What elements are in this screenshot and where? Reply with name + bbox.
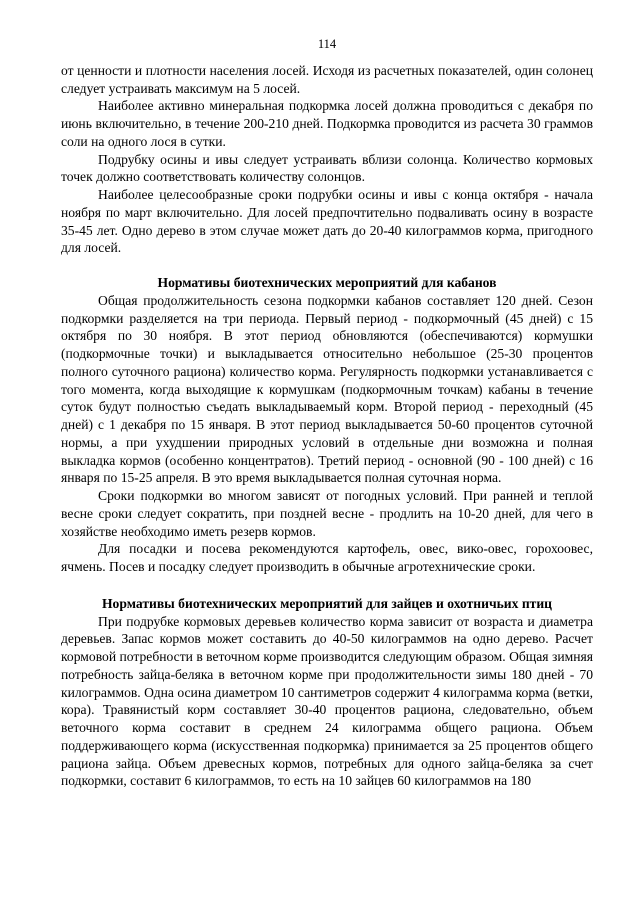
paragraph: Наиболее целесообразные сроки подрубки осины и ивы с конца октября - начала ноября по март включительно. Для лосей предпочтительно подваливать осину в возрасте 35-45 лет. Одно дерево в этом случае может дать до 20-40 килограммов корма, пригодного для лосей.: [61, 187, 593, 256]
paragraph: Общая продолжительность сезона подкормки кабанов составляет 120 дней. Сезон подкормки разделяется на три периода. Первый период - подкормочный (45 дней) с 15 октября по 30 ноября. В этот период обновляются (обеспечиваются) кормушки (подкормочные точки) и выкладывается относительно небольшое (25-30 процентов полного суточного рациона) количество корма. Регулярность подкормки устанавливается с того момента, когда выходящие к кормушкам (подкормочным точкам) кабаны в течение суток будут полностью съедать выкладываемый корм. Второй период - переходный (45 дней) с 1 декабря по 15 января. В этот период выкладывается 50-60 процентов суточной нормы, а при ухудшении природных условий в отдельные дни возможна и полная выкладка кормов (особенно концентратов). Третий период - основной (90 - 100 дней) с 16 января по 15-25 апреля. В это время выкладывается полная суточная норма.: [61, 292, 593, 486]
section-boar: [61, 274, 593, 576]
paragraph: Сроки подкормки во многом зависят от погодных условий. При ранней и теплой весне сроки следует сократить, при поздней весне - продлить на 10-20 дней, для чего в хозяйстве необходимо иметь резерв кормов.: [61, 488, 593, 539]
section-spacer: [61, 576, 593, 595]
page-number: 114: [317, 37, 337, 51]
paragraph: от ценности и плотности населения лосей. Исходя из расчетных показателей, один солонец следует устраивать максимум на 5 лосей.: [61, 62, 593, 96]
section-heading: Нормативы биотехнических мероприятий для кабанов: [157, 275, 497, 290]
document-page: [61, 36, 593, 790]
paragraph: Для посадки и посева рекомендуются картофель, овес, вико-овес, горохоовес, ячмень. Посев и посадку следует производить в обычные агротехнические сроки.: [61, 541, 593, 574]
paragraph: При подрубке кормовых деревьев количество корма зависит от возраста и диаметра деревьев. Запас кормов может составить до 40-50 килограммов на одно дерево. Расчет кормовой потребности в веточном корме производится следующим образом. Общая зимняя потребность зайца-беляка в веточном корме при продолжительности зимы 180 дней - 70 килограммов. Одна осина диаметром 10 сантиметров содержит 4 килограмма корма (ветки, кора). Травянистый корм составляет 30-40 процентов рациона, следовательно, объем веточного корма составит в среднем 24 килограмма общего рациона. Объем поддерживающего корма (искусственная подкормка) принимается за 25 процентов общего рациона зайца. Объем древесных кормов, потребных для одного зайца-беляка за счет подкормки, составит 6 килограммов, то есть на 10 зайцев 60 килограммов на 180: [61, 613, 593, 789]
section-spacer: [61, 257, 593, 274]
section-hare: [61, 595, 593, 790]
paragraph: Наиболее активно минеральная подкормка лосей должна проводиться с декабря по июнь включительно, в течение 200-210 дней. Подкормка проводится из расчета 30 граммов соли на одного лося в сутки.: [61, 98, 593, 149]
section-heading: Нормативы биотехнических мероприятий для зайцев и охотничьих птиц: [101, 595, 552, 611]
paragraph: Подрубку осины и ивы следует устраивать вблизи солонца. Количество кормовых точек должно соответствовать количеству солонцов.: [61, 151, 593, 185]
section-moose: [61, 62, 593, 257]
